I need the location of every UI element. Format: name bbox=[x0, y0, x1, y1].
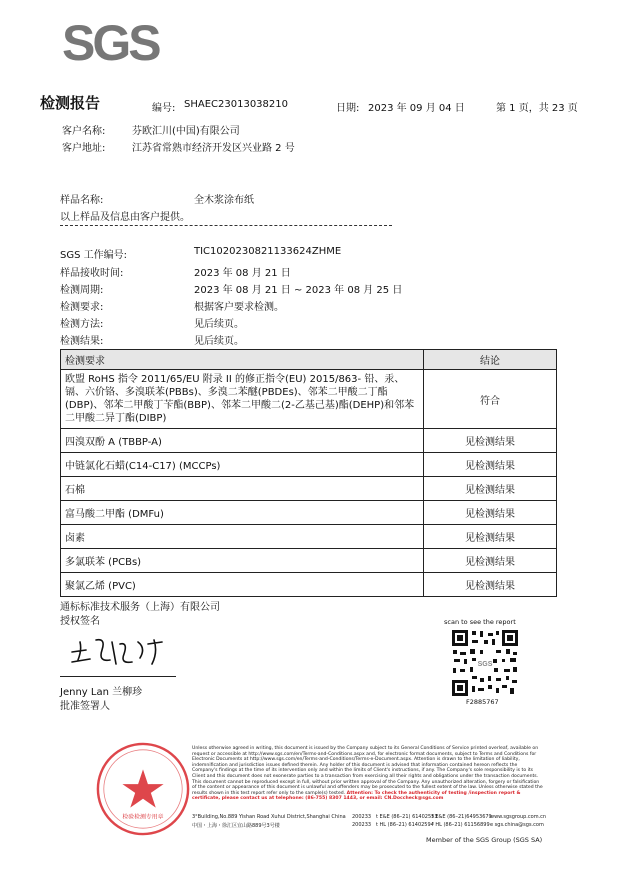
table-row bbox=[61, 429, 557, 453]
address-english: 3°Building,No.889 Yishan Road Xuhui District,Shanghai China bbox=[192, 814, 346, 820]
table-row bbox=[61, 477, 557, 501]
qr-code-number: F2885767 bbox=[466, 698, 499, 706]
website-link[interactable]: www.sgsgroup.com.cn bbox=[490, 814, 547, 820]
report-title: 检测报告 bbox=[40, 94, 101, 112]
requirement-cell: 石棉 bbox=[61, 477, 424, 501]
handwritten-signature bbox=[66, 630, 176, 670]
requirements-table bbox=[60, 349, 557, 597]
signatory-name: Jenny Lan 兰柳珍 bbox=[60, 687, 143, 698]
svg-text:检验检测专用章: 检验检测专用章 bbox=[122, 814, 164, 821]
telephone-hl: t HL (86–21) 61402594 bbox=[376, 822, 434, 828]
result-cell: 见检测结果 bbox=[424, 501, 557, 525]
sample-name-label: 样品名称: bbox=[60, 195, 104, 206]
legal-disclaimer bbox=[192, 746, 544, 802]
fax-hl: f HL (86–21) 61156899 bbox=[432, 822, 490, 828]
test-period: 2023 年 08 月 21 日 ~ 2023 年 08 月 25 日 bbox=[194, 285, 403, 296]
test-method: 见后续页。 bbox=[194, 319, 244, 330]
client-name-label: 客户名称: bbox=[62, 126, 106, 137]
result-cell: 见检测结果 bbox=[424, 453, 557, 477]
email-link[interactable]: e sgs.china@sgs.com bbox=[490, 822, 544, 828]
qr-code-icon[interactable] bbox=[450, 628, 520, 698]
signatory-role: 批准签署人 bbox=[60, 701, 110, 712]
postcode: 200233 bbox=[352, 814, 372, 820]
result-cell: 见检测结果 bbox=[424, 549, 557, 573]
requirement-cell: 四溴双酚 A (TBBP-A) bbox=[61, 429, 424, 453]
requirement-cell: 中链氯化石蜡(C14-C17) (MCCPs) bbox=[61, 453, 424, 477]
test-request: 根据客户要求检测。 bbox=[194, 302, 284, 313]
issuing-company: 通标标准技术服务（上海）有限公司 bbox=[60, 602, 220, 613]
column-header-result: 结论 bbox=[424, 350, 557, 370]
client-name: 芬欧汇川(中国)有限公司 bbox=[132, 126, 240, 137]
table-header bbox=[61, 350, 557, 370]
requirement-cell: 多氯联苯 (PCBs) bbox=[61, 549, 424, 573]
received-date-label: 样品接收时间: bbox=[60, 268, 124, 279]
table-row bbox=[61, 453, 557, 477]
report-number: SHAEC23013038210 bbox=[184, 99, 288, 110]
svg-text:SGS: SGS bbox=[477, 661, 493, 668]
sample-note: 以上样品及信息由客户提供。 bbox=[60, 212, 190, 223]
table-row bbox=[61, 549, 557, 573]
table-row bbox=[61, 573, 557, 597]
test-period-label: 检测周期: bbox=[60, 285, 104, 296]
postcode: 200233 bbox=[352, 822, 372, 828]
address-chinese: 中国・上海・徐汇区宜山路889号3号楼 bbox=[192, 823, 280, 829]
table-row bbox=[61, 370, 557, 429]
sgs-membership: Member of the SGS Group (SGS SA) bbox=[426, 836, 543, 844]
result-cell: 见检测结果 bbox=[424, 477, 557, 501]
authenticity-notice: Attention: To check the authenticity of testing /inspection report & certificate, please contact us at telephone: (86-755) 8307 1443, or email: CN.Doccheck@sgs.com bbox=[192, 790, 521, 802]
requirement-cell: 富马酸二甲酯 (DMFu) bbox=[61, 501, 424, 525]
signature-line bbox=[60, 676, 176, 677]
result-cell: 符合 bbox=[424, 370, 557, 429]
result-cell: 见检测结果 bbox=[424, 429, 557, 453]
test-result-label: 检测结果: bbox=[60, 336, 104, 347]
job-number-label: SGS 工作编号: bbox=[60, 250, 127, 261]
job-number: TIC1020230821133624ZHME bbox=[194, 246, 342, 257]
table-row bbox=[61, 501, 557, 525]
client-address-label: 客户地址: bbox=[62, 143, 106, 154]
requirement-cell: 欧盟 RoHS 指令 2011/65/EU 附录 II 的修正指令(EU) 2015/863- 铅、汞、镉、六价铬、多溴联苯(PBBs)、多溴二苯醚(PBDEs)、邻苯二甲酸二丁酯 (DBP)、邻苯二甲酸丁苄酯(BBP)、邻苯二甲酸二(2-乙基己基)酯(DEHP)和邻苯二甲酸二异丁酯(DIBP) bbox=[61, 370, 424, 429]
fax-ee: f E&E (86–21)64953679 bbox=[432, 814, 492, 820]
authorized-signature-label: 授权签名 bbox=[60, 616, 100, 627]
column-header-requirement: 检测要求 bbox=[61, 350, 424, 370]
telephone-ee: t E&E (86–21) 61402553 bbox=[376, 814, 438, 820]
page-counter: 第 1 页，共 23 页 bbox=[496, 103, 578, 114]
test-method-label: 检测方法: bbox=[60, 319, 104, 330]
requirement-cell: 聚氯乙烯 (PVC) bbox=[61, 573, 424, 597]
result-cell: 见检测结果 bbox=[424, 573, 557, 597]
result-cell: 见检测结果 bbox=[424, 525, 557, 549]
client-address: 江苏省常熟市经济开发区兴业路 2 号 bbox=[132, 143, 295, 154]
sample-name: 全木浆涂布纸 bbox=[194, 195, 254, 206]
sgs-logo: SGS bbox=[62, 15, 159, 71]
disclaimer-text: Unless otherwise agreed in writing, this document is issued by the Company subject to its General Conditions of Service printed overleaf, available on request or accessible at http://www.sgs.com/en/Terms-and-Conditions.aspx and, for electronic format documents, subject to Terms and Conditions for Electronic Documents at http://www.sgs.com/en/Terms-and-Conditions/Terms-e-Document.aspx. Attention is drawn to the limitation of liability, indemnification and jurisdiction issues defined therein. Any holder of this document is advised that information contained hereon reflects the Company's findings at the time of its intervention only and within the limits of Client's instructions, if any. The Company's sole responsibility is to its Client and this document does not exonerate parties to a transaction from exercising all their rights and obligations under the transaction documents. This document cannot be reproduced except in full, without prior written approval of the Company. Any unauthorized alteration, forgery or falsification of the content or appearance of this document is unlawful and offenders may be prosecuted to the fullest extent of the law. Unless otherwise stated the results shown in this test report refer only to the sample(s) tested. bbox=[192, 746, 543, 796]
official-seal-stamp bbox=[94, 740, 192, 838]
report-number-label: 编号: bbox=[152, 103, 176, 114]
report-date: 2023 年 09 月 04 日 bbox=[368, 103, 465, 114]
requirement-cell: 卤素 bbox=[61, 525, 424, 549]
qr-caption: scan to see the report bbox=[444, 618, 516, 626]
table-row bbox=[61, 525, 557, 549]
test-result: 见后续页。 bbox=[194, 336, 244, 347]
received-date: 2023 年 08 月 21 日 bbox=[194, 268, 291, 279]
divider bbox=[60, 225, 392, 226]
report-date-label: 日期: bbox=[336, 103, 360, 114]
test-request-label: 检测要求: bbox=[60, 302, 104, 313]
